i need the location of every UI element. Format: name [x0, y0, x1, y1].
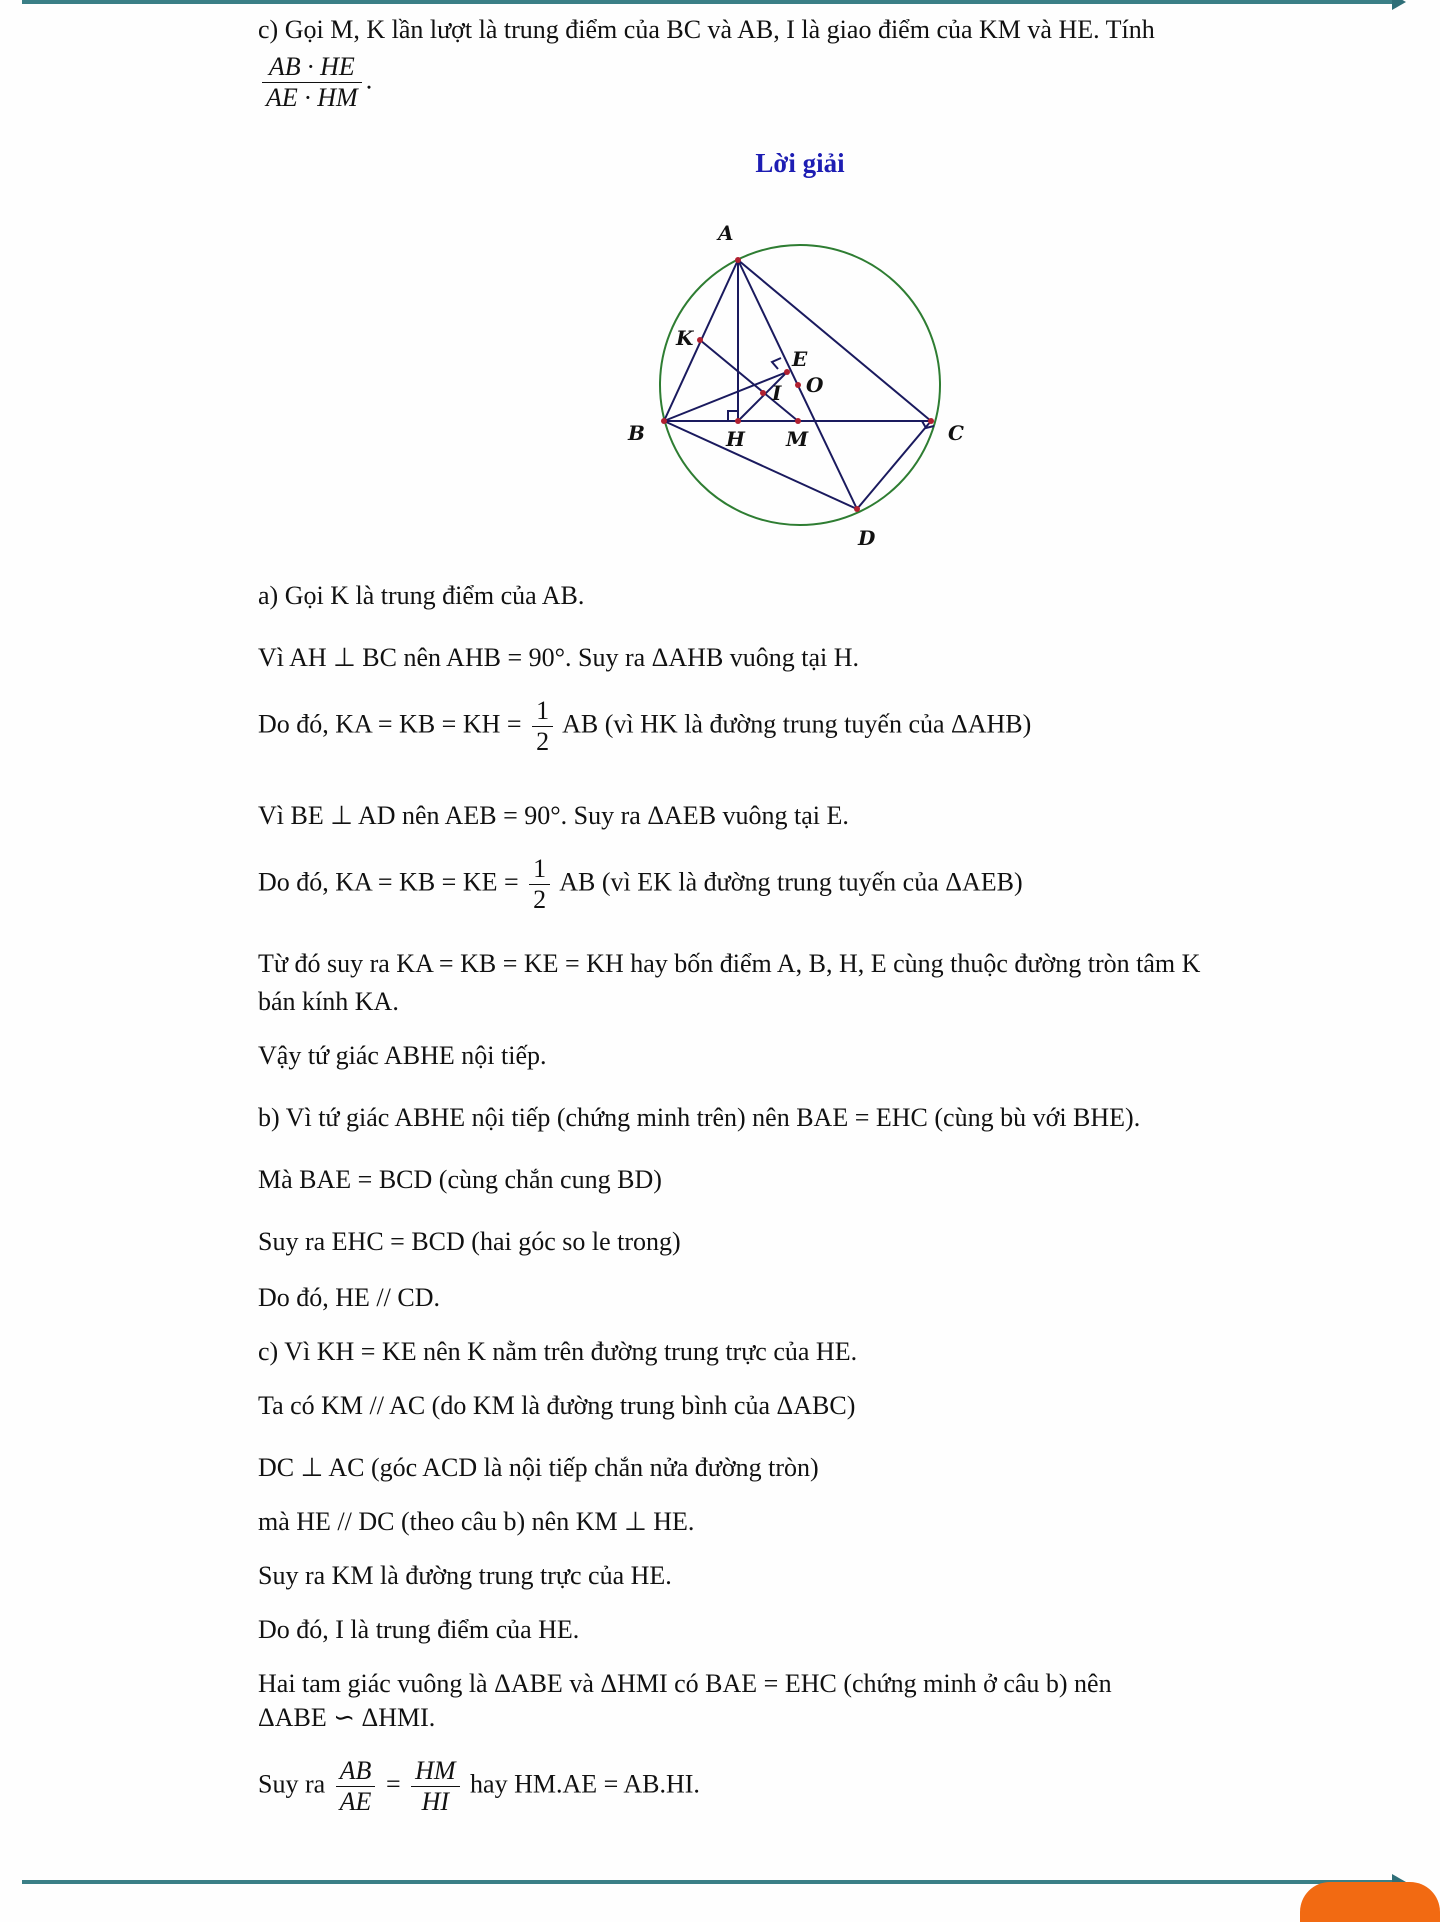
half-den: 2 — [536, 727, 550, 756]
sol-a5 — [258, 854, 1023, 915]
point-E — [784, 369, 790, 375]
half-num: 1 — [532, 696, 553, 727]
fraction-numerator: AB · HE — [262, 52, 362, 83]
ratio-den: AE — [339, 1787, 372, 1816]
point-I — [760, 390, 766, 396]
sol-a5-pre: Do đó, KA = KB = KE = — [258, 867, 519, 897]
point-K — [697, 337, 703, 343]
point-B — [661, 418, 667, 424]
label-C: C — [948, 421, 964, 445]
sol-c7: Hai tam giác vuông là ΔABE và ΔHMI có BAE = EHC (chứng minh ở câu b) nên — [258, 1669, 1112, 1698]
segment-AC — [738, 260, 931, 421]
sol-c8: ΔABE ∽ ΔHMI. — [258, 1703, 436, 1732]
ratio-num: AB — [336, 1756, 376, 1787]
label-I: I — [772, 381, 782, 405]
right-angle-E — [772, 358, 781, 369]
sol-a7: bán kính KA. — [258, 987, 399, 1016]
solution-title: Lời giải — [755, 148, 845, 178]
sol-c3: DC ⊥ AC (góc ACD là nội tiếp chắn nửa đường tròn) — [258, 1453, 819, 1482]
point-C — [928, 418, 934, 424]
label-K: K — [676, 326, 694, 350]
sol-c9-pre: Suy ra — [258, 1769, 326, 1799]
sol-a6: Từ đó suy ra KA = KB = KE = KH hay bốn điểm A, B, H, E cùng thuộc đường tròn tâm K — [258, 949, 1201, 978]
period: . — [365, 65, 373, 95]
point-H — [735, 418, 741, 424]
label-D: D — [858, 526, 876, 550]
top-rule — [22, 0, 1402, 4]
label-H: H — [726, 427, 745, 451]
fraction — [262, 52, 362, 113]
top-arrow-icon — [1392, 0, 1406, 10]
point-O — [795, 382, 801, 388]
page-corner-tab — [1300, 1882, 1440, 1922]
sol-a1: a) Gọi K là trung điểm của AB. — [258, 581, 585, 610]
label-O: O — [806, 373, 824, 397]
sol-c1: c) Vì KH = KE nên K nằm trên đường trung trực của HE. — [258, 1337, 858, 1366]
sol-c4: mà HE // DC (theo câu b) nên KM ⊥ HE. — [258, 1507, 695, 1536]
point-M — [795, 418, 801, 424]
sol-a3 — [258, 696, 1031, 757]
sol-c9-post: hay HM.AE = AB.HI. — [470, 1769, 700, 1799]
sol-c9 — [258, 1756, 700, 1817]
label-E: E — [792, 347, 808, 371]
ratio-num: HM — [411, 1756, 459, 1787]
sol-c5: Suy ra KM là đường trung trực của HE. — [258, 1561, 672, 1590]
equals-sign: = — [385, 1769, 401, 1799]
sol-a3-post: AB (vì HK là đường trung tuyến của ΔAHB) — [562, 709, 1032, 739]
problem-c-text: c) Gọi M, K lần lượt là trung điểm của BC và AB, I là giao điểm của KM và HE. Tính — [258, 15, 1155, 44]
sol-b2: Mà BAE = BCD (cùng chắn cung BD) — [258, 1165, 662, 1194]
ratio-ab-ae — [336, 1756, 376, 1817]
segment-BD — [664, 421, 857, 509]
sol-b4: Do đó, HE // CD. — [258, 1283, 440, 1312]
problem-c-fraction — [258, 52, 372, 113]
sol-a3-pre: Do đó, KA = KB = KH = — [258, 709, 522, 739]
sol-a2: Vì AH ⊥ BC nên AHB = 90°. Suy ra ΔAHB vuông tại H. — [258, 643, 860, 672]
half-fraction — [532, 696, 553, 757]
sol-c6: Do đó, I là trung điểm của HE. — [258, 1615, 580, 1644]
ratio-den: HI — [421, 1787, 450, 1816]
ratio-hm-hi — [411, 1756, 459, 1817]
half-den: 2 — [533, 885, 547, 914]
sol-a4: Vì BE ⊥ AD nên AEB = 90°. Suy ra ΔAEB vuông tại E. — [258, 801, 849, 830]
sol-b3: Suy ra EHC = BCD (hai góc so le trong) — [258, 1227, 681, 1256]
label-M: M — [786, 427, 809, 451]
sol-b1: b) Vì tứ giác ABHE nội tiếp (chứng minh trên) nên BAE = EHC (cùng bù với BHE). — [258, 1103, 1141, 1132]
label-A: A — [718, 221, 734, 245]
half-num: 1 — [529, 854, 550, 885]
point-A — [735, 257, 741, 263]
segment-CD — [857, 421, 931, 509]
sol-a8: Vậy tứ giác ABHE nội tiếp. — [258, 1041, 547, 1070]
half-fraction — [529, 854, 550, 915]
sol-c2: Ta có KM // AC (do KM là đường trung bình của ΔABC) — [258, 1391, 856, 1420]
sol-a5-post: AB (vì EK là đường trung tuyến của ΔAEB) — [559, 867, 1023, 897]
geometry-figure — [620, 210, 1000, 560]
bottom-rule — [22, 1880, 1402, 1884]
point-D — [854, 506, 860, 512]
label-B: B — [628, 421, 645, 445]
fraction-denominator: AE · HM — [266, 83, 358, 112]
